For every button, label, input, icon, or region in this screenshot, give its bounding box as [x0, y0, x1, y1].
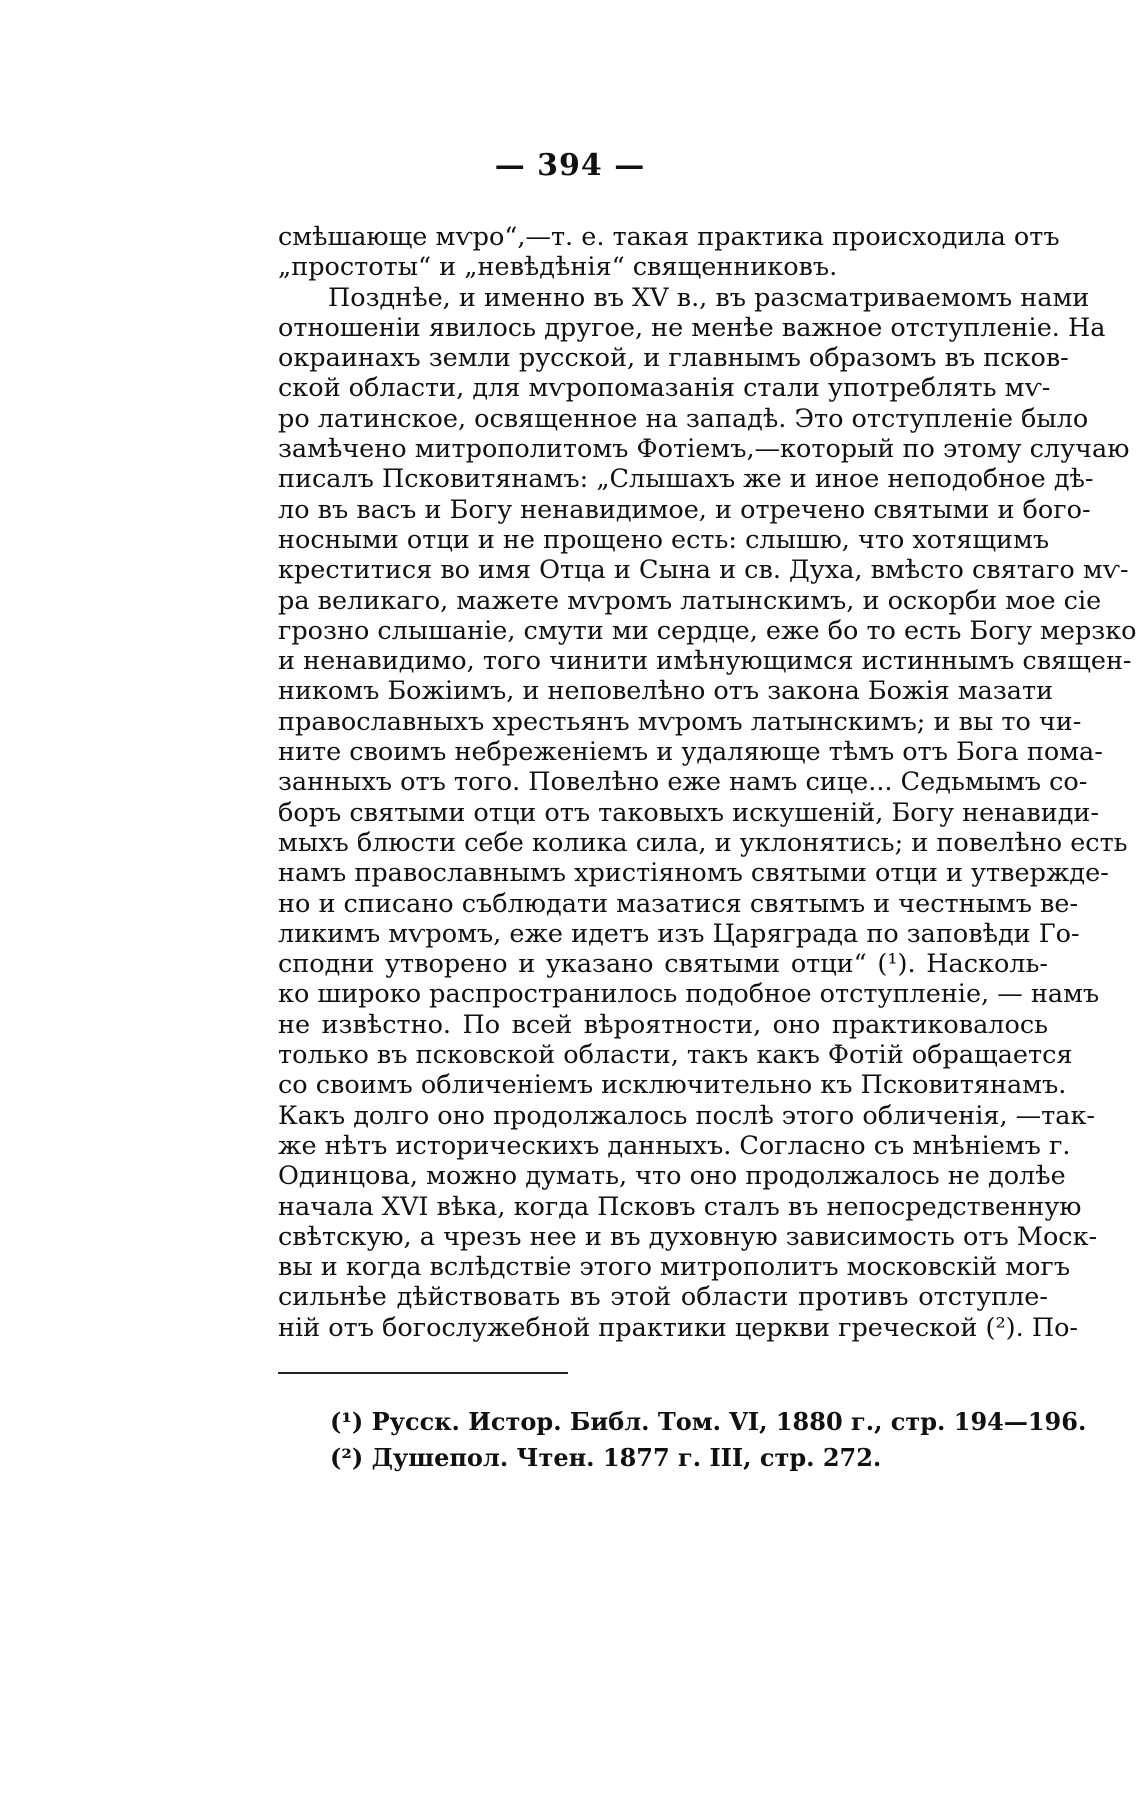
text-line: ло въ васъ и Богу ненавидимое, и отречено святыми и бого- — [278, 494, 1091, 525]
text-line: боръ святыми отци отъ таковыхъ искушеній, Богу ненавиди- — [278, 797, 1100, 828]
body-text — [278, 222, 1137, 1343]
text-line: ликимъ мѵромъ, еже идетъ изъ Царяграда по заповѣди Го- — [278, 918, 1080, 949]
text-line: писалъ Псковитянамъ: „Слышахъ же и иное неподобное дѣ- — [278, 464, 1094, 495]
text-line: ните своимъ небреженіемъ и удаляюще тѣмъ отъ Бога пома- — [278, 737, 1103, 768]
text-line: и ненавидимо, того чинити имѣнующимся истиннымъ священ- — [278, 646, 1132, 677]
footnote-1: (¹) Русск. Истор. Библ. Том. VI, 1880 г., стр. 194—196. — [330, 1407, 1087, 1436]
text-line: замѣчено митрополитомъ Фотіемъ,—который по этому случаю — [278, 434, 1130, 465]
text-line: смѣшающе мѵро“,—т. е. такая практика происходила отъ — [278, 222, 1060, 252]
footnote-divider — [278, 1372, 568, 1374]
page-number: — 394 — — [494, 148, 646, 183]
text-line: носными отци и не прощено есть: слышю, что хотящимъ — [278, 524, 1050, 555]
text-line: Позднѣе, и именно въ XV в., въ разсматриваемомъ нами — [328, 282, 1090, 313]
text-line: никомъ Божіимъ, и неповелѣно отъ закона Божія мазати — [278, 676, 1054, 707]
text-line: Какъ долго оно продолжалось послѣ этого обличенія, —так- — [278, 1100, 1096, 1131]
text-line: же нѣтъ историческихъ данныхъ. Согласно съ мнѣніемъ г. — [278, 1130, 1071, 1161]
text-line: намъ православнымъ христіяномъ святыми отци и утвержде- — [278, 858, 1109, 889]
text-line: ра великаго, мажете мѵромъ латынскимъ, и оскорби мое сіе — [278, 585, 1102, 616]
text-line: окраинахъ земли русской, и главнымъ образомъ въ псков- — [278, 343, 1069, 374]
text-line: свѣтскую, а чрезъ нее и въ духовную зависимость отъ Моск- — [278, 1221, 1098, 1252]
footnotes — [330, 1404, 1087, 1476]
text-line: ской области, для мѵропомазанія стали употреблять мѵ- — [278, 373, 1051, 404]
text-line: сподни утворено и указано святыми отци“ (¹). Насколь- — [278, 949, 1048, 980]
text-line: со своимъ обличеніемъ исключительно къ Псковитянамъ. — [278, 1070, 1067, 1101]
text-line: отношеніи явилось другое, не менѣе важное отступленіе. На — [278, 312, 1106, 343]
text-line: но и списано съблюдати мазатися святымъ и честнымъ ве- — [278, 888, 1079, 919]
text-line: вы и когда вслѣдствіе этого митрополитъ московскій могъ — [278, 1252, 1071, 1283]
text-line: православныхъ хрестьянъ мѵромъ латынскимъ; и вы то чи- — [278, 706, 1082, 737]
text-line: ро латинское, освященное на западѣ. Это отступленіе было — [278, 403, 1089, 434]
text-line: занныхъ отъ того. Повелѣно еже намъ сице... Седьмымъ со- — [278, 767, 1088, 798]
text-line: Одинцова, можно думать, что оно продолжалось не долѣе — [278, 1161, 1066, 1192]
text-line: сильнѣе дѣйствовать въ этой области противъ отступле- — [278, 1282, 1048, 1313]
text-line: мыхъ блюсти себе колика сила, и уклонятись; и повелѣно есть — [278, 827, 1128, 858]
text-line: ній отъ богослужебной практики церкви греческой (²). По- — [278, 1312, 1079, 1343]
text-line: начала XVI вѣка, когда Псковъ сталъ въ непосредственную — [278, 1191, 1082, 1222]
text-line: креститися во имя Отца и Сына и св. Духа, вмѣсто святаго мѵ- — [278, 555, 1129, 586]
text-line: грозно слышаніе, смути ми сердце, еже бо то есть Богу мерзко — [278, 615, 1137, 646]
text-line: ко широко распространилось подобное отступленіе, — намъ — [278, 979, 1100, 1010]
text-line: только въ псковской области, такъ какъ Фотій обращается — [278, 1040, 1073, 1071]
footnote-2: (²) Душепол. Чтен. 1877 г. III, стр. 272. — [330, 1443, 882, 1472]
text-line: „простоты“ и „невѣдѣнія“ священниковъ. — [278, 252, 838, 283]
text-line: не извѣстно. По всей вѣроятности, оно практиковалось — [278, 1009, 1048, 1040]
